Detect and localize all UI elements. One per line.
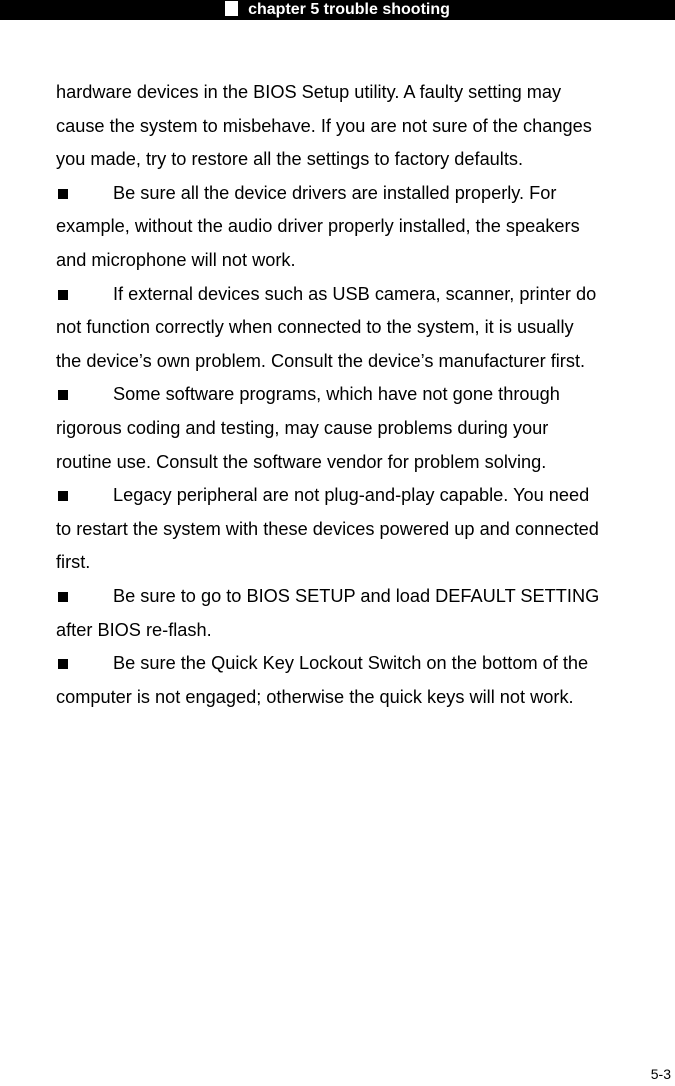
square-icon — [225, 1, 238, 16]
text-line: to restart the system with these devices powered up and connected — [56, 518, 599, 539]
square-bullet-icon — [58, 491, 68, 501]
square-bullet-icon — [58, 290, 68, 300]
text-line: after BIOS re-flash. — [56, 619, 212, 640]
bullet-item — [56, 647, 675, 714]
text-line: rigorous coding and testing, may cause problems during your — [56, 417, 549, 438]
text-line: and microphone will not work. — [56, 249, 296, 270]
text-line: Some software programs, which have not gone through — [56, 378, 675, 412]
paragraph — [56, 76, 675, 177]
text-line: Be sure the Quick Key Lockout Switch on the bottom of the — [56, 647, 675, 681]
text-line: example, without the audio driver properly installed, the speakers — [56, 216, 580, 237]
text-line: If external devices such as USB camera, scanner, printer do — [56, 278, 675, 312]
square-bullet-icon — [58, 390, 68, 400]
bullet-item — [56, 177, 675, 278]
bullet-item — [56, 479, 675, 580]
text-line: you made, try to restore all the settings to factory defaults. — [56, 149, 524, 170]
text-line: Be sure to go to BIOS SETUP and load DEFAULT SETTING — [56, 580, 675, 614]
text-line: the device’s own problem. Consult the device’s manufacturer first. — [56, 350, 586, 371]
bullet-item — [56, 580, 675, 647]
text-line: cause the system to misbehave. If you are not sure of the changes — [56, 115, 592, 136]
square-bullet-icon — [58, 189, 68, 199]
chapter-title: chapter 5 trouble shooting — [248, 1, 450, 18]
text-line: Legacy peripheral are not plug-and-play capable. You need — [56, 479, 675, 513]
text-line: first. — [56, 552, 91, 573]
page-number: 5-3 — [650, 1066, 671, 1082]
text-line: Be sure all the device drivers are installed properly. For — [56, 177, 675, 211]
bullet-item — [56, 278, 675, 379]
document-body — [56, 76, 675, 714]
text-line: hardware devices in the BIOS Setup utility. A faulty setting may — [56, 82, 562, 102]
text-line: not function correctly when connected to the system, it is usually — [56, 317, 574, 338]
text-line: routine use. Consult the software vendor for problem solving. — [56, 451, 547, 472]
square-bullet-icon — [58, 592, 68, 602]
bullet-item — [56, 378, 675, 479]
chapter-header — [0, 0, 675, 20]
square-bullet-icon — [58, 659, 68, 669]
text-line: computer is not engaged; otherwise the quick keys will not work. — [56, 686, 574, 707]
